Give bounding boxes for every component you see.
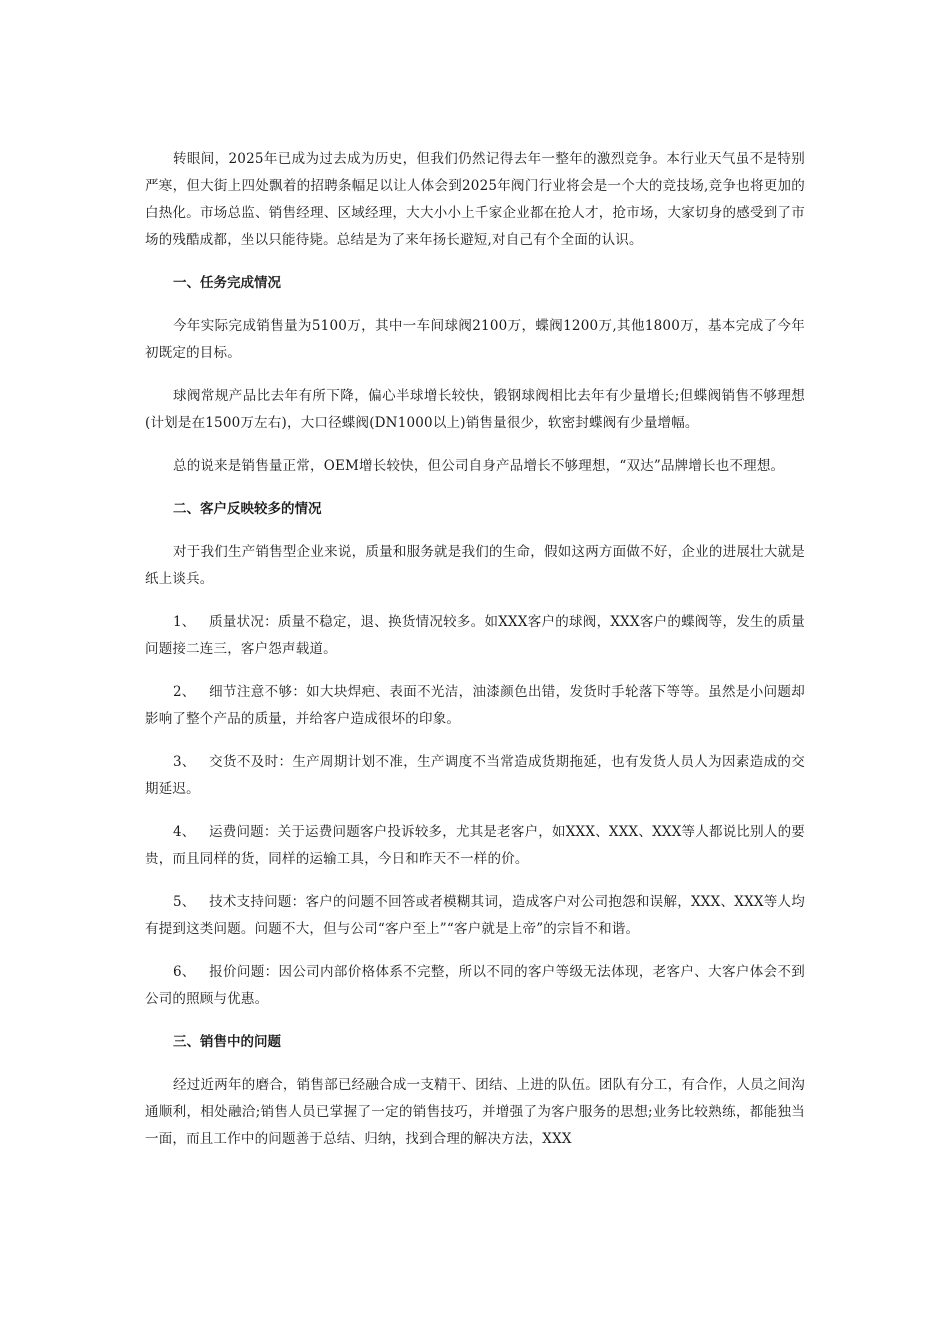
list-item-number: 2、 — [173, 684, 196, 700]
list-item-number: 4、 — [173, 824, 196, 840]
list-item-text: 交货不及时：生产周期计划不准，生产调度不当常造成货期拖延，也有发货人员人为因素造成的交期延迟。 — [145, 754, 805, 797]
list-item-text: 质量状况：质量不稳定，退、换货情况较多。如XXX客户的球阀，XXX客户的蝶阀等，发生的质量问题接二连三，客户怨声载道。 — [145, 614, 805, 657]
list-item — [145, 819, 805, 873]
section-1-paragraph: 球阀常规产品比去年有所下降，偏心半球增长较快，锻钢球阀相比去年有少量增长;但蝶阀销售不够理想(计划是在1500万左右)，大口径蝶阀(DN1000以上)销售量很少，软密封蝶阀有少量增幅。 — [145, 388, 805, 431]
list-item-number: 3、 — [173, 754, 196, 770]
list-item — [145, 749, 805, 803]
section-2-intro: 对于我们生产销售型企业来说，质量和服务就是我们的生命，假如这两方面做不好，企业的进展壮大就是纸上谈兵。 — [145, 544, 805, 587]
section-3-heading: 三、销售中的问题 — [173, 1034, 281, 1050]
list-item-text: 细节注意不够：如大块焊疤、表面不光洁，油漆颜色出错，发货时手轮落下等等。虽然是小问题却影响了整个产品的质量，并给客户造成很坏的印象。 — [145, 684, 805, 727]
section-1-heading: 一、任务完成情况 — [173, 275, 281, 291]
list-item-number: 1、 — [173, 614, 196, 630]
section-1-paragraph: 总的说来是销售量正常，OEM增长较快，但公司自身产品增长不够理想，“双达”品牌增长也不理想。 — [173, 458, 785, 474]
document-page — [145, 146, 805, 1169]
list-item — [145, 889, 805, 943]
intro-paragraph: 转眼间，2025年已成为过去成为历史，但我们仍然记得去年一整年的激烈竞争。本行业天气虽不是特别严寒，但大街上四处飘着的招聘条幅足以让人体会到2025年阀门行业将会是一个大的竞技场,竞争也将更加的白热化。市场总监、销售经理、区域经理，大大小小上千家企业都在抢人才，抢市场，大家切身的感受到了市场的残酷成都，坐以只能待毙。总结是为了来年扬长避短,对自己有个全面的认识。 — [145, 151, 805, 248]
list-item-number: 5、 — [173, 894, 196, 910]
list-item — [145, 959, 805, 1013]
section-1-paragraph: 今年实际完成销售量为5100万，其中一车间球阀2100万，蝶阀1200万,其他1800万，基本完成了今年初既定的目标。 — [145, 318, 805, 361]
list-item — [145, 609, 805, 663]
section-3-paragraph: 经过近两年的磨合，销售部已经融合成一支精干、团结、上进的队伍。团队有分工，有合作，人员之间沟通顺利，相处融洽;销售人员已掌握了一定的销售技巧，并增强了为客户服务的思想;业务比较熟练，都能独当一面，而且工作中的问题善于总结、归纳，找到合理的解决方法，XXX — [145, 1077, 805, 1147]
section-2-heading: 二、客户反映较多的情况 — [173, 501, 322, 517]
list-item — [145, 679, 805, 733]
list-item-number: 6、 — [173, 964, 196, 980]
list-item-text: 技术支持问题：客户的问题不回答或者模糊其词，造成客户对公司抱怨和误解，XXX、XXX等人均有提到这类问题。问题不大，但与公司“客户至上”“客户就是上帝”的宗旨不和谐。 — [145, 894, 805, 937]
list-item-text: 运费问题：关于运费问题客户投诉较多，尤其是老客户，如XXX、XXX、XXX等人都说比别人的要贵，而且同样的货，同样的运输工具，今日和昨天不一样的价。 — [145, 824, 805, 867]
list-item-text: 报价问题：因公司内部价格体系不完整，所以不同的客户等级无法体现，老客户、大客户体会不到公司的照顾与优惠。 — [145, 964, 805, 1007]
